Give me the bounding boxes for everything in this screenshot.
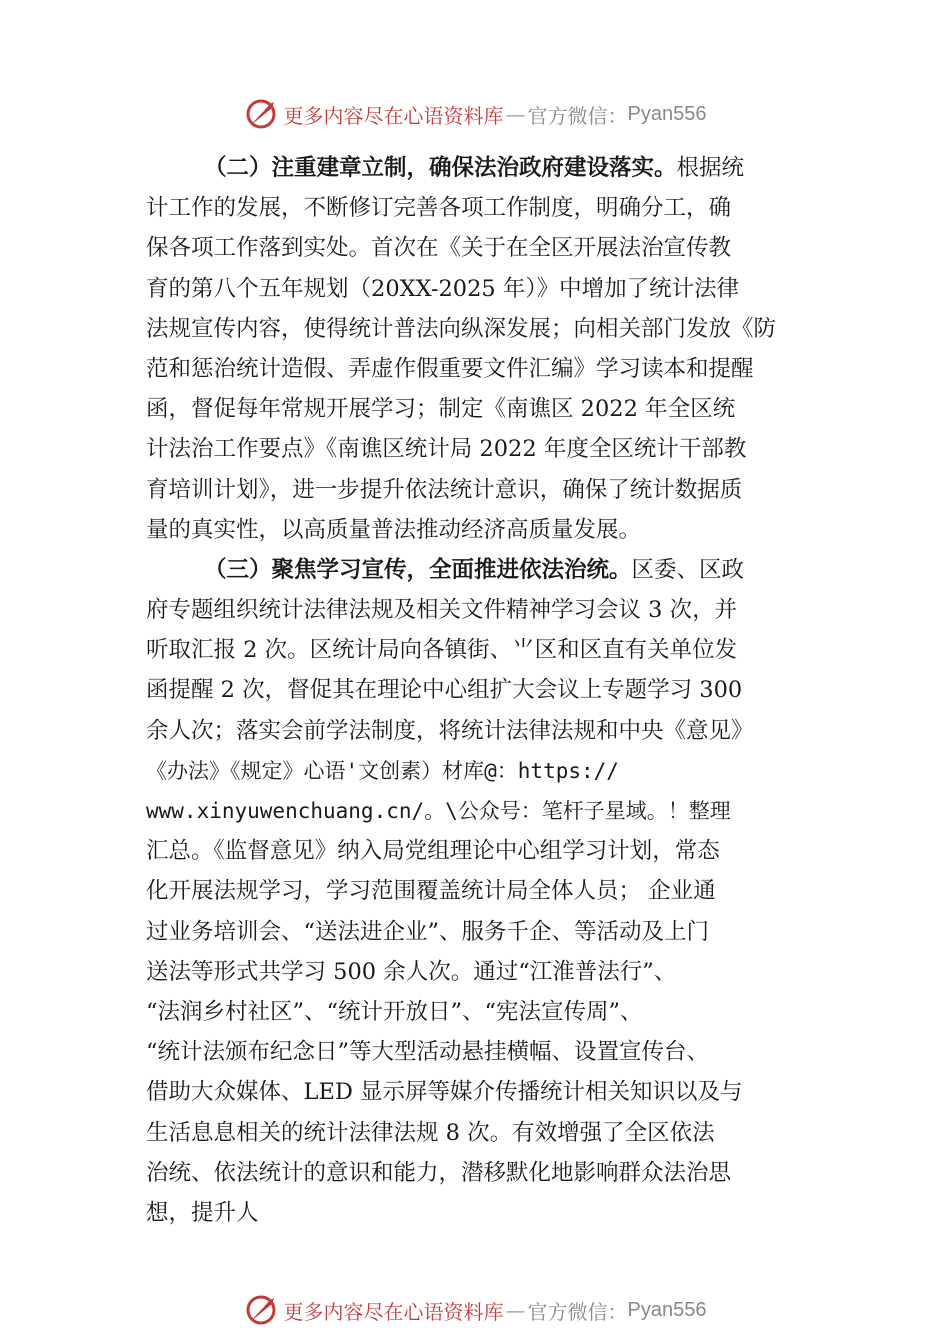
watermark-label: 官方微信： [527,1299,628,1324]
text-line: 函提醒 2 次，督促其在理论中心组扩大会议上专题学习 300 [146,677,743,704]
watermark-brand: 更多内容尽在心语资料库 [283,103,504,128]
paragraph-2-first-line [146,550,808,590]
text-line: 范和惩治统计造假、弄虚作假重要文件汇编》学习读本和提醒 [146,355,754,382]
text-line: “法润乡村社区”、“统计开放日”、“宪法宣传周”、 [146,998,643,1025]
document-body [146,148,808,1233]
text-line: 余人次；落实会前学法制度，将统计法律法规和中央《意见》 [146,717,754,744]
feather-logo-icon [244,96,280,132]
watermark-id: Pyan556 [627,102,707,125]
paragraph-2-text: 区委、区政 [631,556,745,583]
text-line: 计法治工作要点》《南谯区统计局 2022 年度全区统计干部教 [146,436,747,463]
watermark-label: 官方微信： [527,103,628,128]
text-line: 生活息息相关的统计法律法规 8 次。有效增强了全区依法 [146,1119,715,1146]
paragraph-1-heading: （二）注重建章立制，确保法治政府建设落实。 [204,155,677,181]
text-line: 汇总。《监督意见》纳入局党组理论中心组学习计划，常态 [146,838,720,865]
text-line-url: 《办法》《规定》心语'文创素）材库@：https:// [146,758,619,783]
text-line: 计工作的发展，不断修订完善各项工作制度，明确分工，确 [146,195,732,222]
text-line: 保各项工作落到实处。首次在《关于在全区开展法治宣传教 [146,235,732,262]
header-watermark [0,96,950,132]
text-line: 府专题组织统计法律法规及相关文件精神学习会议 3 次，并 [146,597,738,624]
watermark-brand: 更多内容尽在心语资料库 [283,1299,504,1324]
text-line: “统计法颁布纪念日”等大型活动悬挂横幅、设置宣传台、 [146,1039,710,1066]
text-line: 治统、依法统计的意识和能力，潜移默化地影响群众法治思 [146,1159,732,1186]
text-line: 育的第八个五年规划（20XX-2025 年）》中增加了统计法律 [146,275,740,302]
watermark-separator: — [505,102,526,126]
paragraph-1-first-line [146,148,808,188]
text-line: 过业务培训会、“送法进企业”、服务千企、等活动及上门 [146,918,710,945]
text-line: 函，督促每年常规开展学习；制定《南谯区 2022 年全区统 [146,396,736,423]
text-line: 化开展法规学习，学习范围覆盖统计局全体人员； 企业通 [146,878,716,905]
feather-logo-icon [244,1292,280,1328]
paragraph-2-heading: （三）聚焦学习宣传，全面推进依法治统。 [204,556,632,583]
text-line: 听取汇报 2 次。区统计局向各镇街、⺌区和区直有关单位发 [146,637,738,664]
watermark-id: Pyan556 [627,1298,707,1321]
text-line: 借助大众媒体、LED 显示屏等媒介传播统计相关知识以及与 [146,1079,743,1106]
text-line: 送法等形式共学习 500 余人次。通过“江淮普法行”、 [146,958,677,985]
footer-watermark [0,1292,950,1328]
text-line: 法规宣传内容，使得统计普法向纵深发展；向相关部门发放《防 [146,315,777,342]
text-line: 想，提升人 [146,1199,259,1226]
text-line-url: www.xinyuwenchuang.cn/。\公众号：笔杆子星域。！整理 [146,799,731,823]
paragraph-1-text: 根据统 [676,155,745,181]
watermark-separator: — [505,1298,526,1322]
text-line: 育培训计划》，进一步提升依法统计意识，确保了统计数据质 [146,476,743,503]
text-line: 量的真实性，以高质量普法推动经济高质量发展。 [146,516,642,543]
